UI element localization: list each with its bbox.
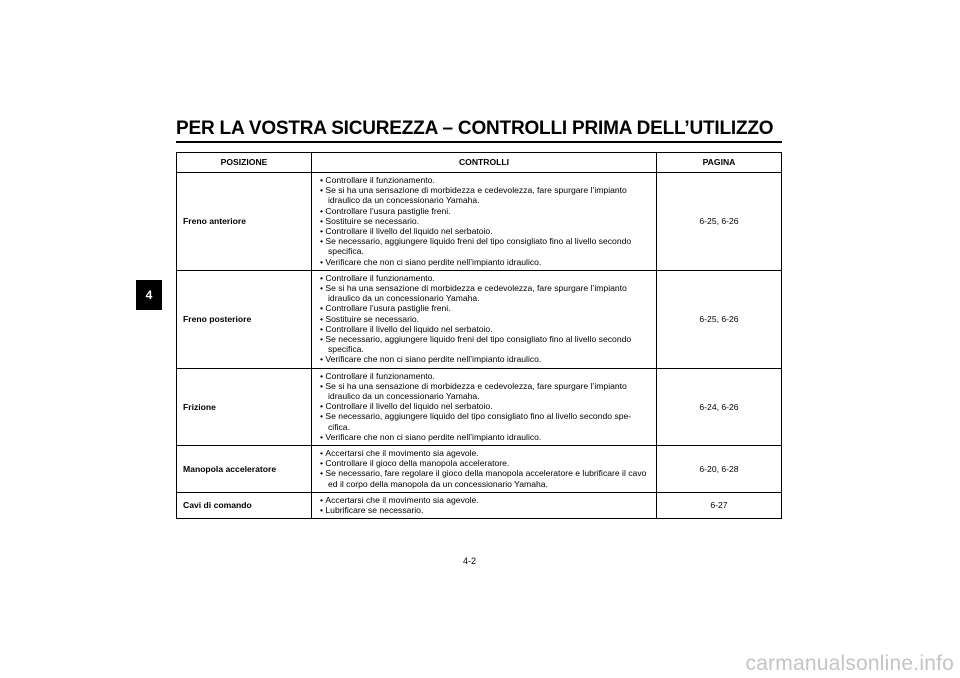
check-item: • Controllare il funzionamento. [320, 273, 650, 283]
chapter-tab: 4 [136, 280, 162, 310]
pre-operation-checks-table [176, 152, 782, 519]
check-item: • Controllare il livello del liquido nel serbatoio. [320, 401, 650, 411]
row-position: Freno anteriore [177, 173, 312, 271]
checks-list [320, 448, 650, 489]
check-item: • Sostituire se necessario. [320, 314, 650, 324]
row-page-reference: 6-25, 6-26 [657, 270, 782, 368]
check-item: • Controllare l’usura pastiglie freni. [320, 303, 650, 313]
checks-list [320, 175, 650, 267]
check-item: • Se si ha una sensazione di morbidezza e cedevolezza, fare spurgare l’impianto idraulico da un concessionario Yamaha. [320, 185, 650, 205]
check-item: • Se si ha una sensazione di morbidezza e cedevolezza, fare spurgare l’impianto idraulico da un concessionario Yamaha. [320, 283, 650, 303]
table-row [177, 368, 782, 445]
row-checks [312, 492, 657, 518]
check-item: • Controllare il funzionamento. [320, 371, 650, 381]
table-body [177, 173, 782, 519]
check-item: • Controllare l’usura pastiglie freni. [320, 206, 650, 216]
table-row [177, 446, 782, 493]
check-item: • Controllare il gioco della manopola acceleratore. [320, 458, 650, 468]
column-header-page: PAGINA [657, 153, 782, 173]
check-item: • Se necessario, aggiungere liquido freni del tipo consigliato fino al livello secondo specifica. [320, 334, 650, 354]
row-checks [312, 446, 657, 493]
check-item: • Accertarsi che il movimento sia agevole. [320, 448, 650, 458]
title-underline [176, 141, 782, 143]
table-row [177, 492, 782, 518]
checks-list [320, 273, 650, 365]
table-row [177, 270, 782, 368]
check-item: • Se necessario, fare regolare il gioco della manopola acceleratore e lubrificare il cavo ed il corpo della manopola da un concessionario Yamaha. [320, 468, 650, 488]
row-checks [312, 173, 657, 271]
check-item: • Controllare il funzionamento. [320, 175, 650, 185]
check-item: • Accertarsi che il movimento sia agevole. [320, 495, 650, 505]
row-position: Frizione [177, 368, 312, 445]
check-item: • Se necessario, aggiungere liquido del tipo consigliato fino al livello secondo spe-cifica. [320, 411, 650, 431]
row-position: Manopola acceleratore [177, 446, 312, 493]
page-title: PER LA VOSTRA SICUREZZA – CONTROLLI PRIMA DELL’UTILIZZO [176, 118, 774, 139]
row-position: Freno posteriore [177, 270, 312, 368]
checks-list [320, 371, 650, 442]
column-header-checks: CONTROLLI [312, 153, 657, 173]
checks-list [320, 495, 650, 515]
check-item: • Sostituire se necessario. [320, 216, 650, 226]
column-header-position: POSIZIONE [177, 153, 312, 173]
check-item: • Verificare che non ci siano perdite nell’impianto idraulico. [320, 432, 650, 442]
watermark: carmanualsonline.info [745, 652, 954, 675]
check-item: • Controllare il livello del liquido nel serbatoio. [320, 226, 650, 236]
row-position: Cavi di comando [177, 492, 312, 518]
check-item: • Se si ha una sensazione di morbidezza e cedevolezza, fare spurgare l’impianto idraulico da un concessionario Yamaha. [320, 381, 650, 401]
check-item: • Controllare il livello del liquido nel serbatoio. [320, 324, 650, 334]
check-item: • Se necessario, aggiungere liquido freni del tipo consigliato fino al livello secondo specifica. [320, 236, 650, 256]
row-page-reference: 6-20, 6-28 [657, 446, 782, 493]
table-row [177, 173, 782, 271]
row-page-reference: 6-27 [657, 492, 782, 518]
check-item: • Verificare che non ci siano perdite nell’impianto idraulico. [320, 257, 650, 267]
row-page-reference: 6-24, 6-26 [657, 368, 782, 445]
row-page-reference: 6-25, 6-26 [657, 173, 782, 271]
check-item: • Verificare che non ci siano perdite nell’impianto idraulico. [320, 354, 650, 364]
table-header-row [177, 153, 782, 173]
check-item: • Lubrificare se necessario. [320, 505, 650, 515]
row-checks [312, 368, 657, 445]
row-checks [312, 270, 657, 368]
page-number: 4-2 [463, 556, 477, 566]
